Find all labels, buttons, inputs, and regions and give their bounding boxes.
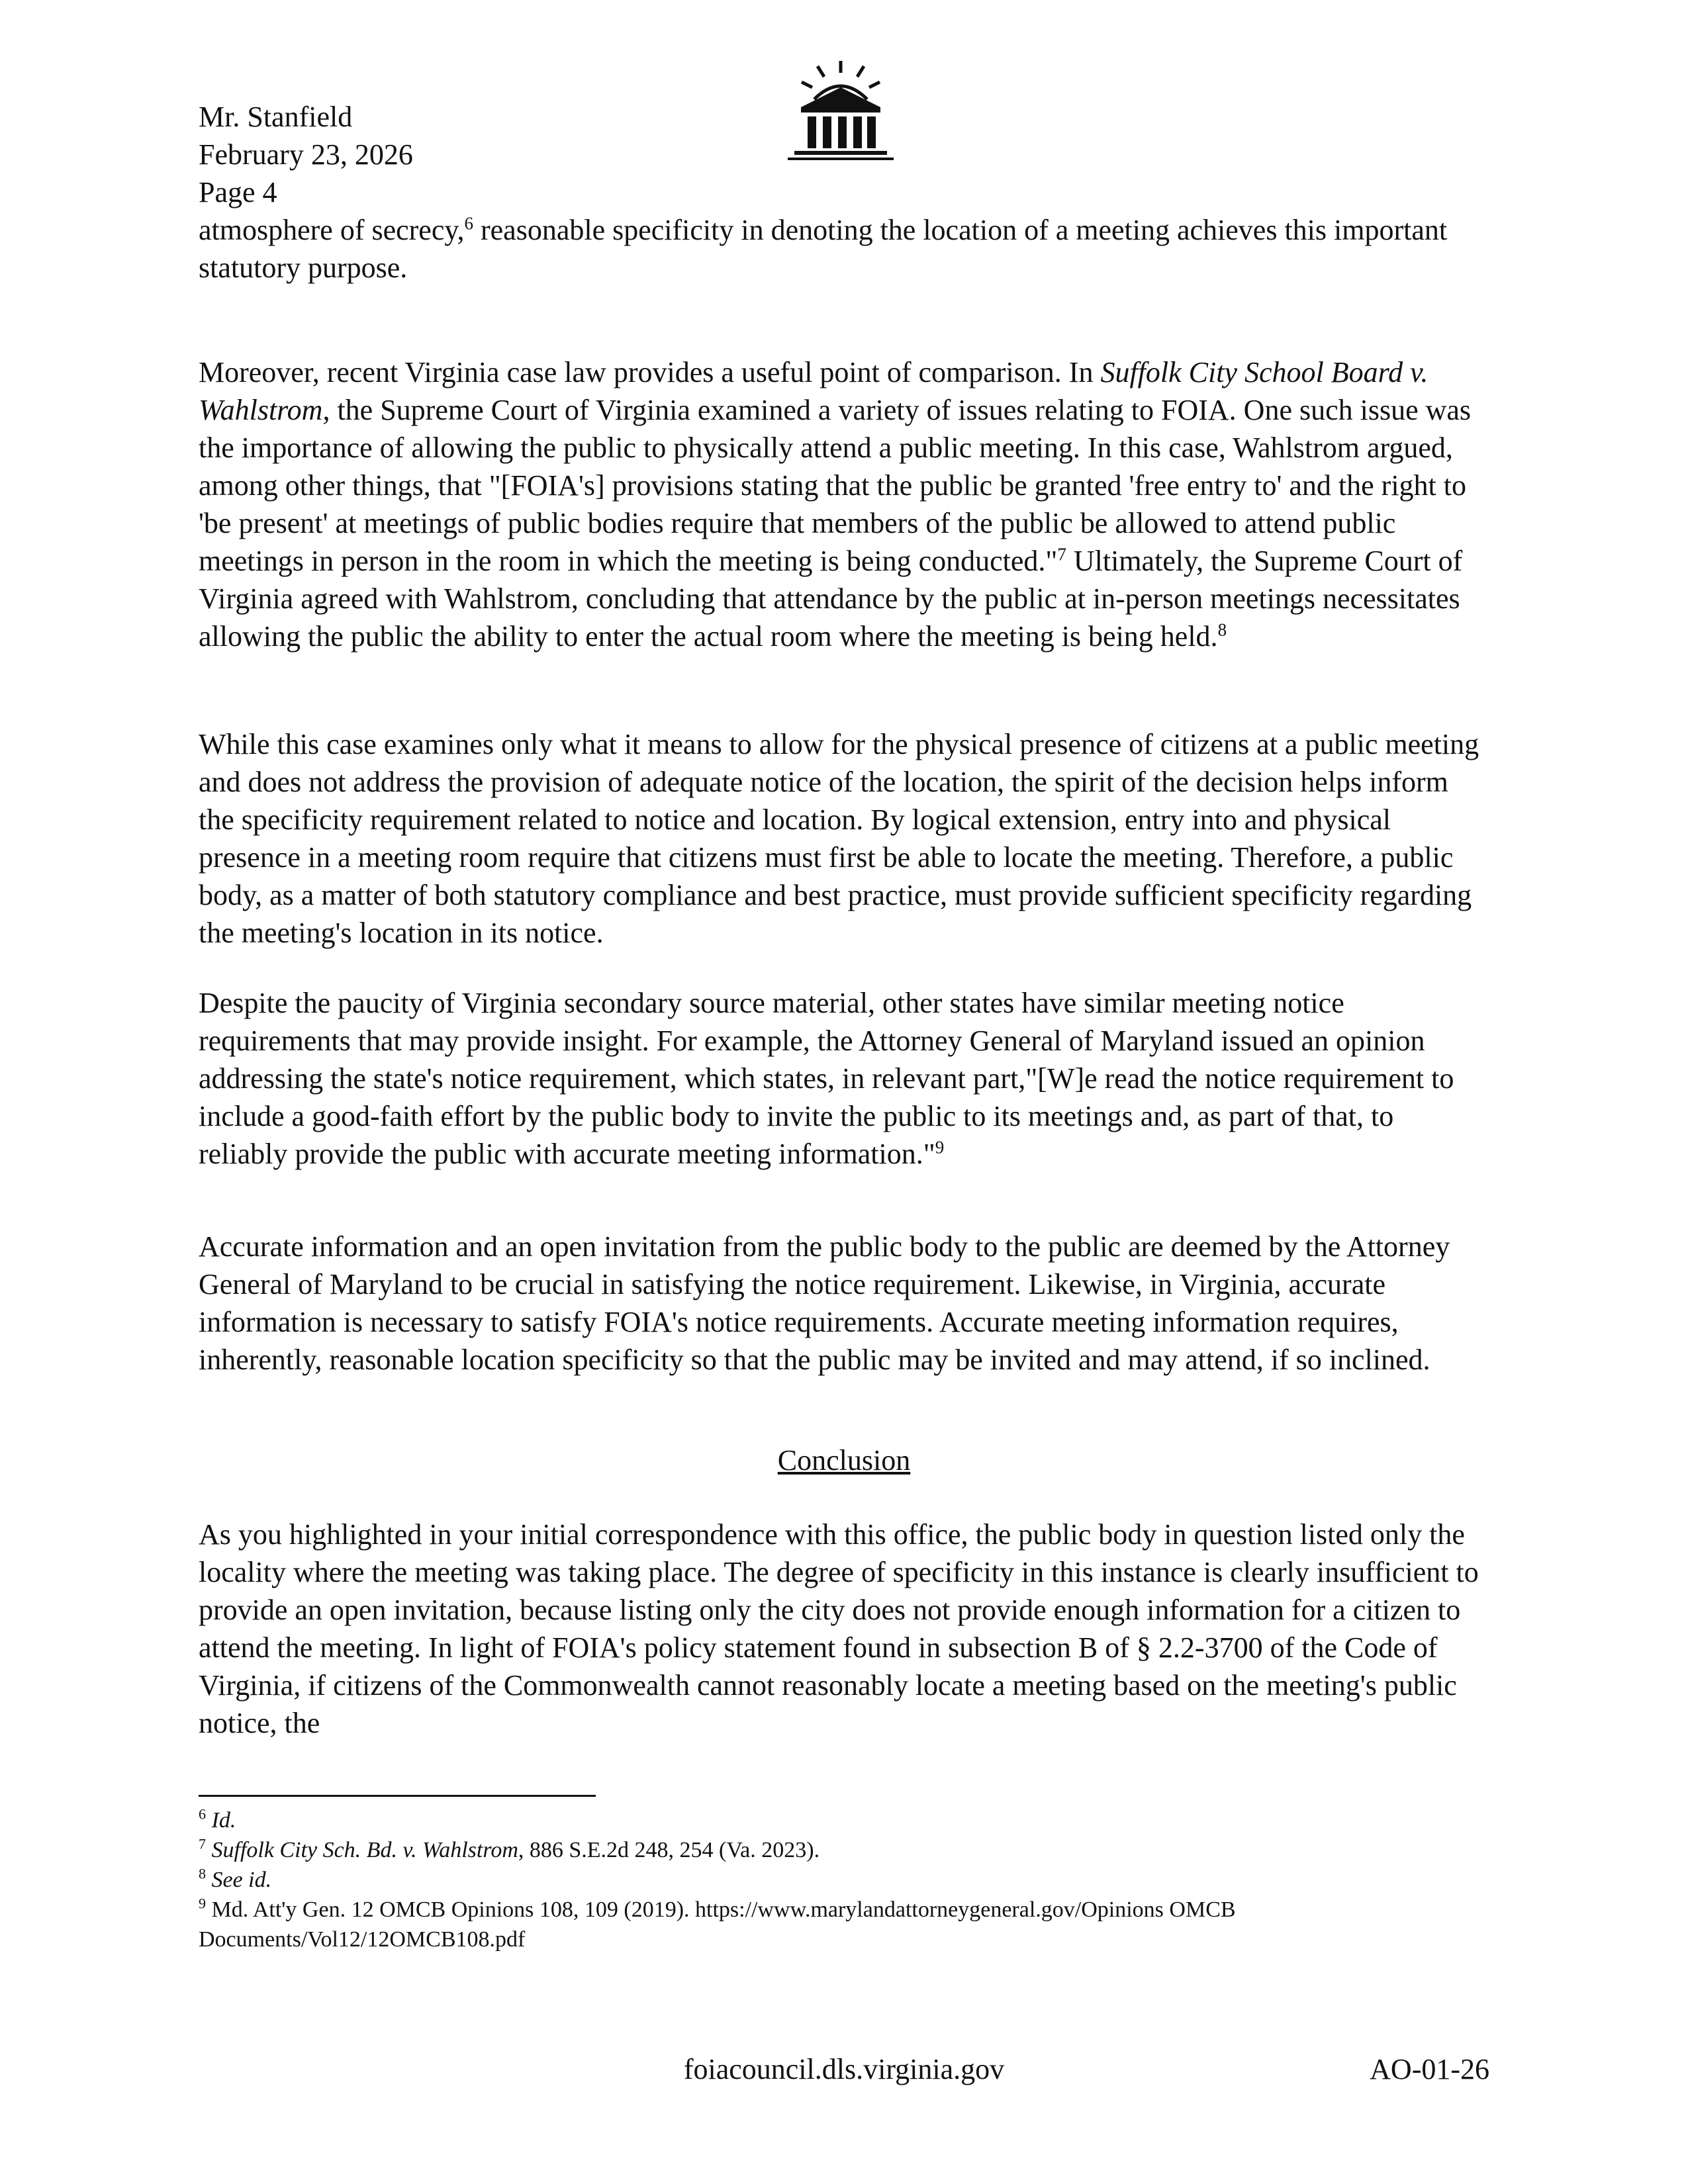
footnote-ref-7: 7	[1057, 544, 1066, 565]
paragraph-4-text: Despite the paucity of Virginia secondary source material, other states have similar meeting notice requirements that may provide insight. For example, the Attorney General of Maryland issued an opinion addressing the state's notice requirement, which states, in relevant part,"[W]e read the notice requirement to include a good-faith effort by the public body to invite the public to its meetings and, as part of that, to reliably provide the public with accurate meeting information."	[199, 987, 1454, 1170]
footnote-number: 6	[199, 1805, 206, 1823]
paragraph-1	[199, 211, 1489, 287]
footnote-number: 7	[199, 1835, 206, 1852]
paragraph-1-text-a: atmosphere of secrecy,	[199, 214, 465, 246]
paragraph-5: Accurate information and an open invitation from the public body to the public are deemed by the Attorney General of Maryland to be crucial in satisfying the notice requirement. Likewise, in Virginia, accurate information is necessary to satisfy FOIA's notice requirements. Accurate meeting information requires, inherently, reasonable location specificity so that the public may be invited and may attend, if so inclined.	[199, 1230, 1450, 1376]
paragraph-4	[199, 984, 1489, 1173]
paragraph-2-text-c: Ultimately, the Supreme Court of Virginia agreed with Wahlstrom, concluding that attendance by the public at in-person meetings necessitates allowing the public the ability to enter the actual room where the meeting is being held.	[199, 545, 1463, 653]
footnote-ref-8: 8	[1217, 619, 1227, 640]
footnote-ref-6: 6	[464, 213, 473, 234]
paragraph-2-text-b: , the Supreme Court of Virginia examined a variety of issues relating to FOIA. One such issue was the importance of allowing the public to physically attend a public meeting. In this case, Wahlstrom argued, among other things, that "[FOIA's] provisions stating that the public be granted 'free entry to' and the right to 'be present' at meetings of public bodies require that members of the public be allowed to attend public meetings in person in the room in which the meeting is being conducted."	[199, 394, 1472, 577]
footnote-italic: See id.	[211, 1868, 272, 1892]
recipient-name: Mr. Stanfield	[199, 101, 353, 133]
case-name: Suffolk City School Board v. Wahlstrom	[199, 356, 1429, 426]
footnote-8	[199, 1865, 1489, 1895]
footnote-9	[199, 1895, 1489, 1954]
paragraph-2-text-a: Moreover, recent Virginia case law provides a useful point of comparison. In	[199, 356, 1101, 388]
footnote-italic: Id.	[211, 1808, 236, 1833]
paragraph-1-text-b: reasonable specificity in denoting the location of a meeting achieves this important statutory purpose.	[199, 214, 1448, 284]
footnote-divider	[199, 1795, 596, 1797]
footnote-text: Md. Att'y Gen. 12 OMCB Opinions 108, 109 (2019). https://www.marylandattorneygeneral.gov/Opinions OMCB Documents/Vol12/12OMCB108.pdf	[199, 1897, 1236, 1952]
page-number: Page 4	[199, 176, 277, 208]
conclusion-heading: Conclusion	[777, 1444, 911, 1477]
letter-date: February 23, 2026	[199, 138, 413, 171]
footnote-number: 8	[199, 1865, 206, 1882]
footer-website: foiacouncil.dls.virginia.gov	[683, 2053, 1005, 2085]
footnote-7	[199, 1835, 1489, 1865]
footnote-number: 9	[199, 1895, 206, 1912]
footnote-ref-9: 9	[935, 1137, 945, 1158]
footnote-6	[199, 1805, 1489, 1835]
paragraph-6: As you highlighted in your initial correspondence with this office, the public body in question listed only the locality where the meeting was taking place. The degree of specificity in this instance is clearly insufficient to provide an open invitation, because listing only the city does not provide enough information for a citizen to attend the meeting. In light of FOIA's policy statement found in subsection B of § 2.2-3700 of the Code of Virginia, if citizens of the Commonwealth cannot reasonably locate a meeting based on the meeting's public notice, the	[199, 1518, 1479, 1739]
capitol-sunburst-icon	[778, 58, 904, 164]
paragraph-2	[199, 353, 1489, 655]
paragraph-3: While this case examines only what it means to allow for the physical presence of citizens at a public meeting and does not address the provision of adequate notice of the location, the spirit of the decision helps inform the specificity requirement related to notice and location. By logical extension, entry into and physical presence in a meeting room require that citizens must first be able to locate the meeting. Therefore, a public body, as a matter of both statutory compliance and best practice, must provide sufficient specificity regarding the meeting's location in its notice.	[199, 728, 1479, 949]
footer-opinion-code: AO-01-26	[1370, 2053, 1489, 2085]
footnote-italic: Suffolk City Sch. Bd. v. Wahlstrom	[211, 1838, 518, 1862]
footnote-text: , 886 S.E.2d 248, 254 (Va. 2023).	[518, 1838, 820, 1862]
